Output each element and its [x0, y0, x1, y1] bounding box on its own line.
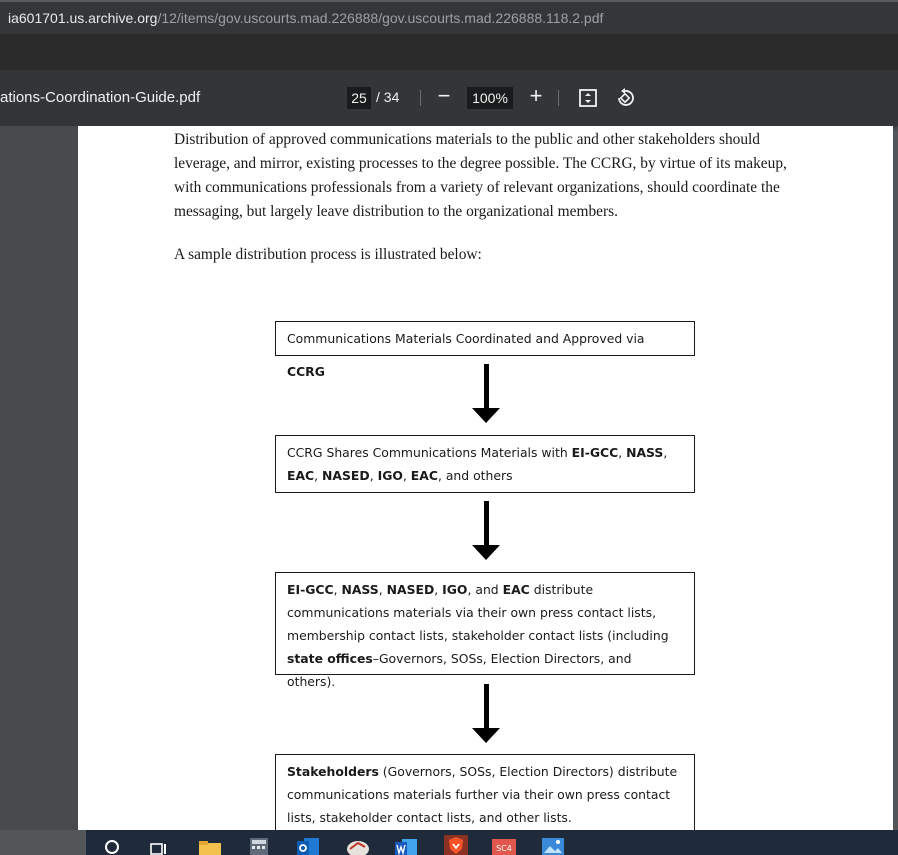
file-explorer-icon[interactable]	[198, 835, 222, 855]
url-path: /12/items/gov.uscourts.mad.226888/gov.uscourts.mad.226888.118.2.pdf	[157, 10, 604, 26]
photos-icon[interactable]	[541, 835, 565, 855]
app-icon[interactable]	[345, 835, 371, 855]
pdf-toolbar	[0, 70, 898, 126]
address-bar[interactable]	[0, 0, 898, 34]
search-icon[interactable]	[102, 835, 122, 855]
taskbar	[86, 830, 898, 855]
svg-text:SC4: SC4	[496, 844, 512, 853]
viewer-margin	[0, 126, 78, 830]
brave-icon[interactable]	[444, 835, 468, 855]
pdf-page	[78, 126, 893, 830]
task-view-icon[interactable]	[150, 835, 170, 855]
intro-text: A sample distribution process is illustrated below:	[174, 246, 482, 263]
calculator-icon[interactable]	[249, 835, 269, 855]
outlook-icon[interactable]	[296, 835, 320, 855]
body-paragraph: Distribution of approved communications materials to the public and other stakeholders should leverage, and mirror, existing processes to the degree possible. The CCRG, by virtue of its makeup, with communications professionals from a variety of relevant organizations, should coordinate the messaging, but largely leave distribution to the organizational members.	[174, 131, 787, 220]
pdf-filename: ations-Coordination-Guide.pdf	[0, 89, 201, 106]
zoom-out-button[interactable]: −	[437, 83, 451, 108]
browser-bar	[0, 34, 898, 70]
down-arrow-icon	[471, 364, 501, 424]
page-total: / 34	[376, 89, 400, 105]
zoom-level-input[interactable]: 100%	[467, 87, 513, 109]
fit-page-icon[interactable]	[578, 88, 598, 108]
down-arrow-icon	[471, 501, 501, 561]
toolbar-divider	[420, 90, 421, 106]
rotate-icon[interactable]	[614, 87, 636, 109]
app-sc4-icon[interactable]	[491, 835, 517, 855]
down-arrow-icon	[471, 684, 501, 744]
flow-box-3: EI-GCC, NASS, NASED, IGO, and EAC distribute communications materials via their own press contact lists, membership contact lists, stakeholder contact lists (including state offices–Governors, SOSs, Election Directors, and others).	[275, 572, 695, 675]
page-number-input[interactable]: 25	[347, 87, 371, 109]
url-text[interactable]	[8, 10, 603, 26]
flow-box-1: Communications Materials Coordinated and Approved via CCRG	[275, 321, 695, 356]
word-icon[interactable]	[394, 835, 418, 855]
flow-box-2: CCRG Shares Communications Materials with EI-GCC, NASS, EAC, NASED, IGO, EAC, and others	[275, 435, 695, 493]
zoom-in-button[interactable]: +	[529, 83, 543, 108]
flow-box-4: Stakeholders (Governors, SOSs, Election Directors) distribute communications materials further via their own press contact lists, stakeholder contact lists, and other lists.	[275, 754, 695, 844]
toolbar-divider	[558, 90, 559, 106]
url-host: ia601701.us.archive.org	[8, 10, 158, 26]
